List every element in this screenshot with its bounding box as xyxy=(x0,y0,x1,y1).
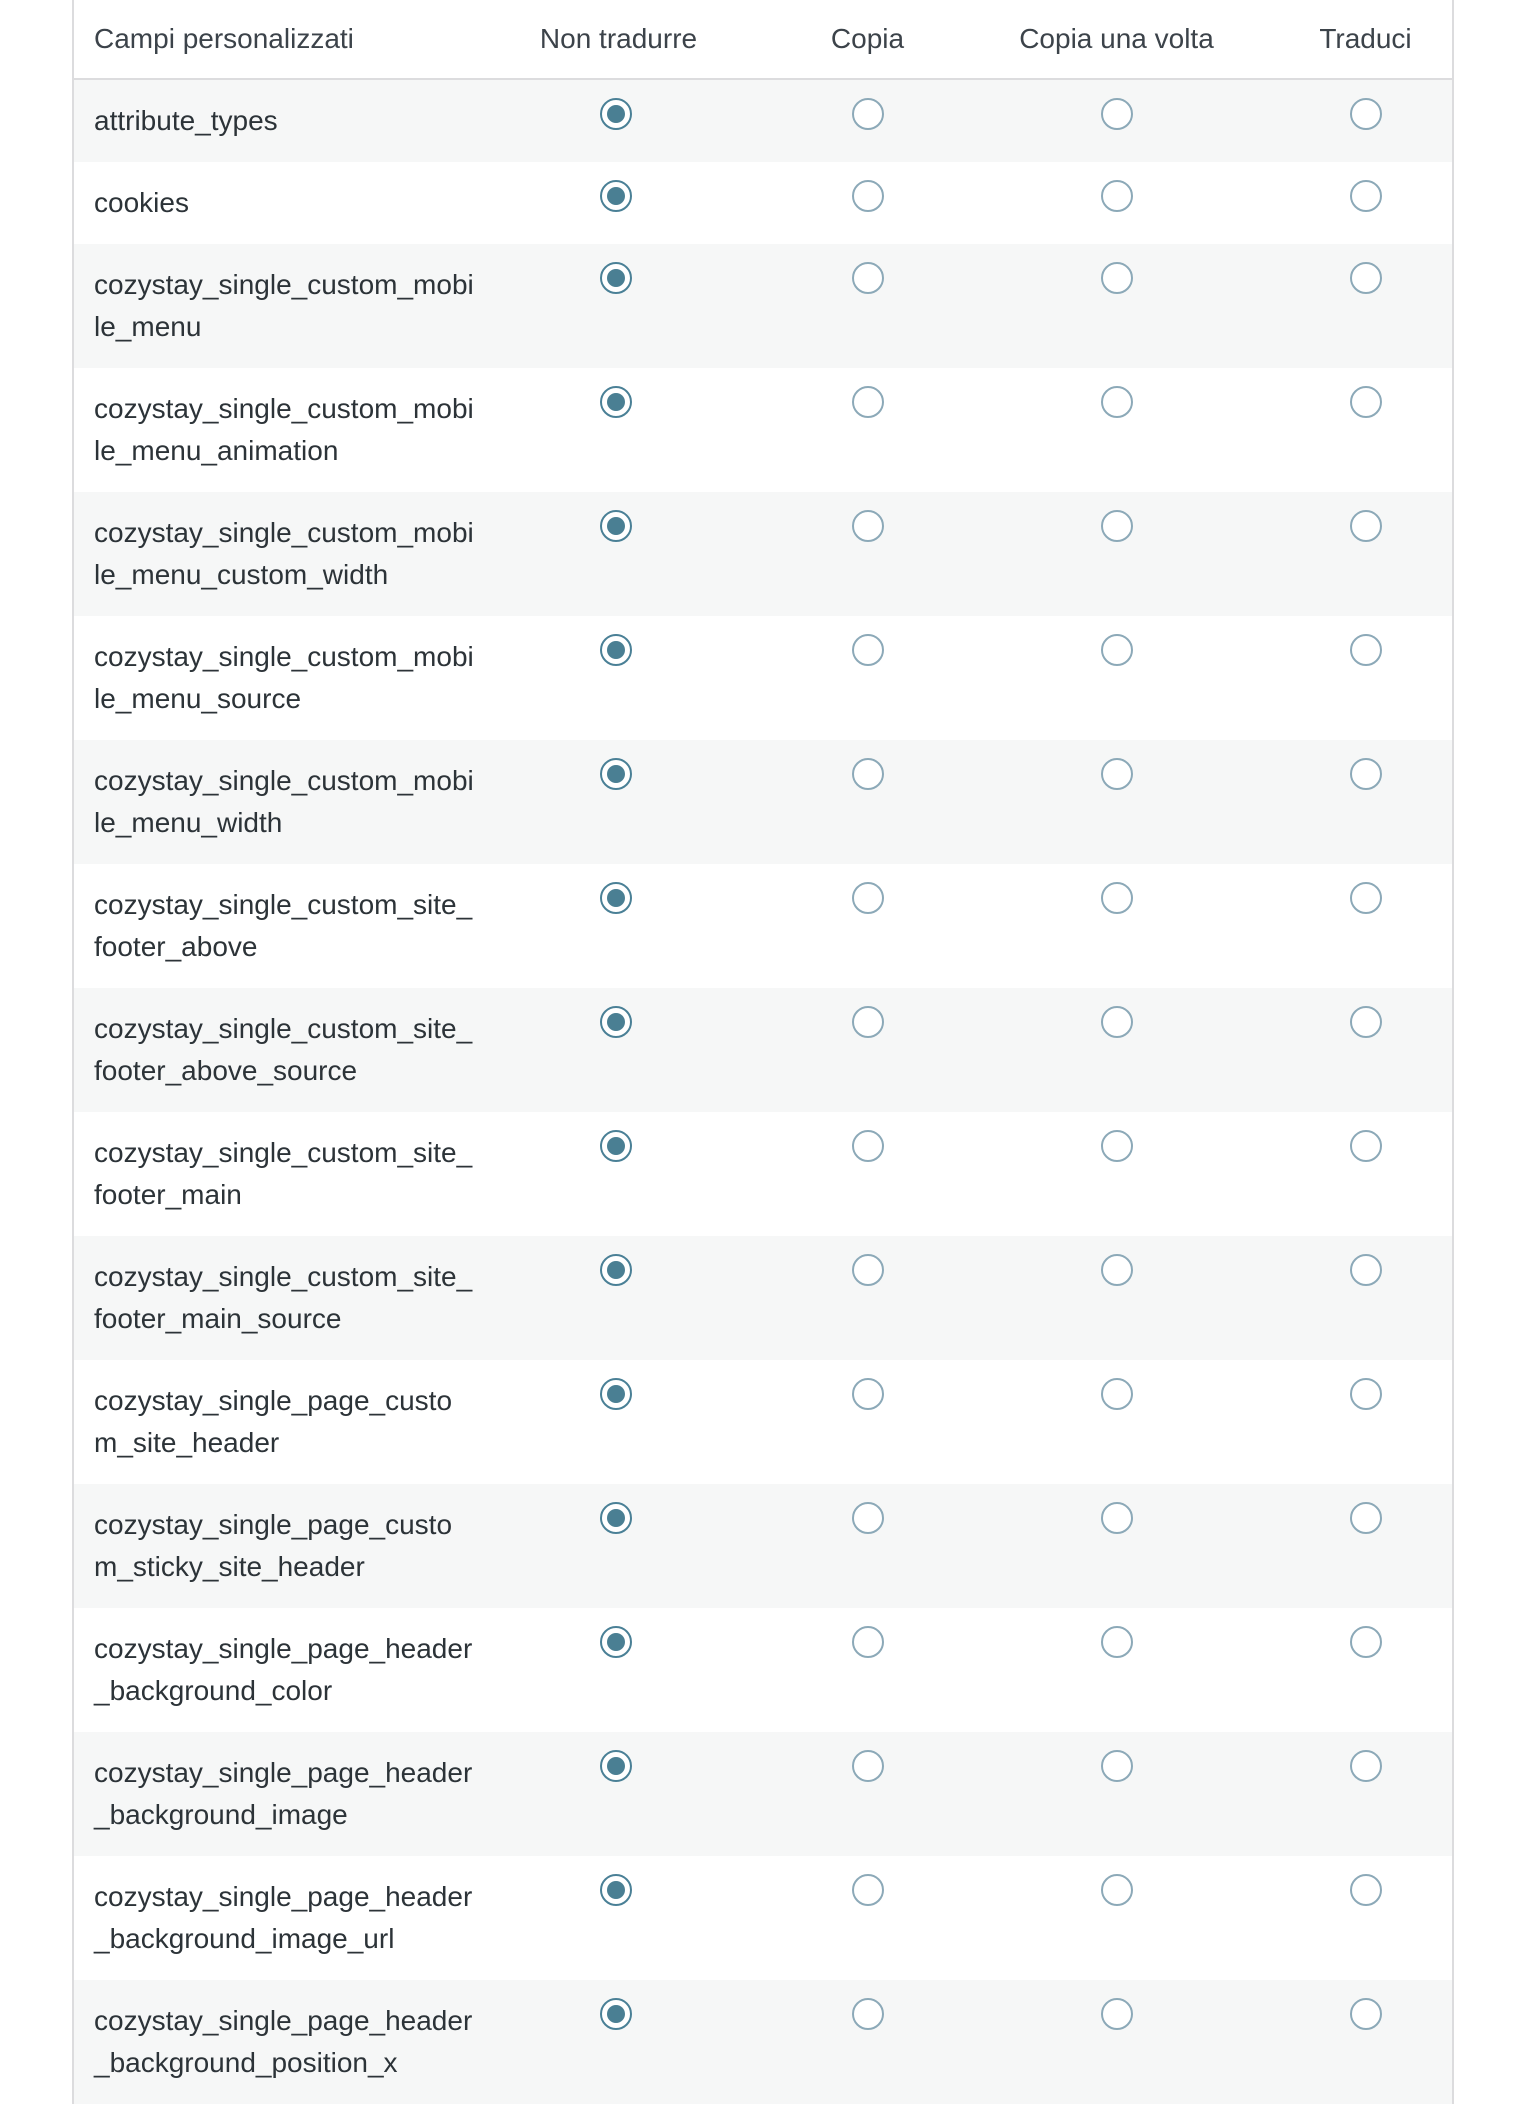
option-cell-do-not-translate xyxy=(494,162,743,244)
option-cell-do-not-translate xyxy=(494,1360,743,1484)
radio-copy[interactable] xyxy=(852,386,884,418)
table-row xyxy=(74,1236,1454,1360)
radio-translate[interactable] xyxy=(1350,510,1382,542)
radio-copy[interactable] xyxy=(852,510,884,542)
table-row xyxy=(74,740,1454,864)
option-cell-translate xyxy=(1241,79,1454,162)
option-cell-translate xyxy=(1241,1608,1454,1732)
custom-field-name: cozystay_single_custom_mobile_menu_custom_width xyxy=(74,492,494,616)
table-row xyxy=(74,1360,1454,1484)
option-cell-copy-once xyxy=(992,988,1241,1112)
radio-copy[interactable] xyxy=(852,1626,884,1658)
custom-field-name: cozystay_single_page_header_background_image xyxy=(74,1732,494,1856)
option-cell-copy xyxy=(743,1980,992,2104)
table-row xyxy=(74,244,1454,368)
radio-translate[interactable] xyxy=(1350,1006,1382,1038)
custom-field-name: cozystay_single_custom_mobile_menu_width xyxy=(74,740,494,864)
custom-field-name: cozystay_single_page_custom_site_header xyxy=(74,1360,494,1484)
option-cell-copy-once xyxy=(992,79,1241,162)
option-cell-copy xyxy=(743,1484,992,1608)
table-row xyxy=(74,1112,1454,1236)
radio-copy[interactable] xyxy=(852,1130,884,1162)
radio-do-not-translate[interactable] xyxy=(600,1378,632,1410)
option-cell-translate xyxy=(1241,1980,1454,2104)
table-row xyxy=(74,79,1454,162)
option-cell-do-not-translate xyxy=(494,988,743,1112)
radio-translate[interactable] xyxy=(1350,98,1382,130)
table-row xyxy=(74,1484,1454,1608)
option-cell-copy xyxy=(743,1608,992,1732)
option-cell-translate xyxy=(1241,1112,1454,1236)
radio-do-not-translate[interactable] xyxy=(600,262,632,294)
option-cell-translate xyxy=(1241,244,1454,368)
table-row xyxy=(74,368,1454,492)
option-cell-translate xyxy=(1241,1236,1454,1360)
radio-do-not-translate[interactable] xyxy=(600,180,632,212)
option-cell-copy xyxy=(743,368,992,492)
option-cell-copy xyxy=(743,492,992,616)
radio-do-not-translate[interactable] xyxy=(600,1998,632,2030)
radio-copy-once[interactable] xyxy=(1101,1378,1133,1410)
custom-field-name: cozystay_single_page_header_background_image_url xyxy=(74,1856,494,1980)
radio-copy[interactable] xyxy=(852,634,884,666)
radio-translate[interactable] xyxy=(1350,882,1382,914)
option-cell-translate xyxy=(1241,740,1454,864)
radio-copy-once[interactable] xyxy=(1101,262,1133,294)
custom-fields-table-wrapper xyxy=(72,0,1454,2104)
table-row xyxy=(74,616,1454,740)
radio-copy-once[interactable] xyxy=(1101,386,1133,418)
radio-copy-once[interactable] xyxy=(1101,634,1133,666)
custom-field-name: cozystay_single_custom_mobile_menu_animation xyxy=(74,368,494,492)
table-row xyxy=(74,1980,1454,2104)
custom-fields-table xyxy=(74,0,1454,2104)
radio-translate[interactable] xyxy=(1350,1378,1382,1410)
radio-copy[interactable] xyxy=(852,1006,884,1038)
option-cell-translate xyxy=(1241,1732,1454,1856)
option-cell-copy-once xyxy=(992,1980,1241,2104)
radio-copy[interactable] xyxy=(852,1502,884,1534)
option-cell-copy-once xyxy=(992,1732,1241,1856)
radio-translate[interactable] xyxy=(1350,1254,1382,1286)
option-cell-copy-once xyxy=(992,740,1241,864)
radio-copy-once[interactable] xyxy=(1101,1006,1133,1038)
column-header-translate: Traduci xyxy=(1241,0,1454,79)
table-row xyxy=(74,1856,1454,1980)
option-cell-copy xyxy=(743,988,992,1112)
radio-translate[interactable] xyxy=(1350,634,1382,666)
option-cell-copy xyxy=(743,740,992,864)
radio-copy[interactable] xyxy=(852,98,884,130)
radio-do-not-translate[interactable] xyxy=(600,510,632,542)
column-header-copy-once: Copia una volta xyxy=(992,0,1241,79)
option-cell-do-not-translate xyxy=(494,1236,743,1360)
radio-copy[interactable] xyxy=(852,262,884,294)
custom-fields-rows xyxy=(74,79,1454,2104)
option-cell-copy xyxy=(743,1236,992,1360)
radio-copy-once[interactable] xyxy=(1101,1626,1133,1658)
option-cell-copy-once xyxy=(992,492,1241,616)
custom-field-name: cozystay_single_page_custom_sticky_site_header xyxy=(74,1484,494,1608)
radio-copy-once[interactable] xyxy=(1101,1502,1133,1534)
option-cell-copy-once xyxy=(992,244,1241,368)
option-cell-do-not-translate xyxy=(494,616,743,740)
radio-copy-once[interactable] xyxy=(1101,180,1133,212)
option-cell-copy-once xyxy=(992,864,1241,988)
option-cell-do-not-translate xyxy=(494,1980,743,2104)
option-cell-translate xyxy=(1241,1360,1454,1484)
radio-do-not-translate[interactable] xyxy=(600,1874,632,1906)
radio-do-not-translate[interactable] xyxy=(600,758,632,790)
column-header-copy: Copia xyxy=(743,0,992,79)
radio-copy-once[interactable] xyxy=(1101,1874,1133,1906)
radio-translate[interactable] xyxy=(1350,1502,1382,1534)
custom-field-name: cozystay_single_custom_site_footer_main_source xyxy=(74,1236,494,1360)
radio-do-not-translate[interactable] xyxy=(600,1750,632,1782)
custom-field-name: cozystay_single_custom_site_footer_above_source xyxy=(74,988,494,1112)
option-cell-copy-once xyxy=(992,368,1241,492)
radio-copy-once[interactable] xyxy=(1101,510,1133,542)
radio-copy[interactable] xyxy=(852,1750,884,1782)
radio-translate[interactable] xyxy=(1350,758,1382,790)
table-row xyxy=(74,864,1454,988)
option-cell-do-not-translate xyxy=(494,1484,743,1608)
custom-field-name: cookies xyxy=(74,162,494,244)
radio-translate[interactable] xyxy=(1350,386,1382,418)
option-cell-copy-once xyxy=(992,1112,1241,1236)
option-cell-do-not-translate xyxy=(494,79,743,162)
option-cell-copy-once xyxy=(992,616,1241,740)
radio-copy-once[interactable] xyxy=(1101,1750,1133,1782)
radio-translate[interactable] xyxy=(1350,1998,1382,2030)
option-cell-translate xyxy=(1241,616,1454,740)
radio-copy-once[interactable] xyxy=(1101,1130,1133,1162)
option-cell-copy-once xyxy=(992,162,1241,244)
radio-translate[interactable] xyxy=(1350,180,1382,212)
radio-copy[interactable] xyxy=(852,1254,884,1286)
option-cell-copy-once xyxy=(992,1608,1241,1732)
option-cell-copy xyxy=(743,244,992,368)
option-cell-translate xyxy=(1241,162,1454,244)
option-cell-copy xyxy=(743,1856,992,1980)
radio-copy[interactable] xyxy=(852,1998,884,2030)
radio-copy-once[interactable] xyxy=(1101,1254,1133,1286)
radio-copy-once[interactable] xyxy=(1101,98,1133,130)
option-cell-translate xyxy=(1241,864,1454,988)
radio-copy-once[interactable] xyxy=(1101,882,1133,914)
option-cell-translate xyxy=(1241,1484,1454,1608)
radio-do-not-translate[interactable] xyxy=(600,882,632,914)
option-cell-copy xyxy=(743,864,992,988)
table-row xyxy=(74,492,1454,616)
column-header-do-not-translate: Non tradurre xyxy=(494,0,743,79)
option-cell-do-not-translate xyxy=(494,368,743,492)
option-cell-translate xyxy=(1241,1856,1454,1980)
radio-copy[interactable] xyxy=(852,882,884,914)
table-row xyxy=(74,162,1454,244)
radio-translate[interactable] xyxy=(1350,1874,1382,1906)
option-cell-do-not-translate xyxy=(494,244,743,368)
custom-field-name: cozystay_single_custom_site_footer_above xyxy=(74,864,494,988)
radio-copy[interactable] xyxy=(852,180,884,212)
radio-translate[interactable] xyxy=(1350,1130,1382,1162)
option-cell-copy xyxy=(743,79,992,162)
option-cell-do-not-translate xyxy=(494,864,743,988)
option-cell-copy xyxy=(743,1732,992,1856)
radio-translate[interactable] xyxy=(1350,262,1382,294)
option-cell-copy xyxy=(743,616,992,740)
radio-translate[interactable] xyxy=(1350,1750,1382,1782)
table-row xyxy=(74,1732,1454,1856)
radio-do-not-translate[interactable] xyxy=(600,98,632,130)
option-cell-translate xyxy=(1241,368,1454,492)
option-cell-translate xyxy=(1241,492,1454,616)
custom-field-name: cozystay_single_custom_mobile_menu xyxy=(74,244,494,368)
custom-field-name: attribute_types xyxy=(74,79,494,162)
radio-do-not-translate[interactable] xyxy=(600,1502,632,1534)
radio-copy[interactable] xyxy=(852,1874,884,1906)
table-row xyxy=(74,988,1454,1112)
option-cell-copy-once xyxy=(992,1856,1241,1980)
radio-do-not-translate[interactable] xyxy=(600,1130,632,1162)
option-cell-copy-once xyxy=(992,1236,1241,1360)
option-cell-copy-once xyxy=(992,1484,1241,1608)
option-cell-translate xyxy=(1241,988,1454,1112)
radio-copy[interactable] xyxy=(852,1378,884,1410)
table-row xyxy=(74,1608,1454,1732)
option-cell-do-not-translate xyxy=(494,1732,743,1856)
radio-do-not-translate[interactable] xyxy=(600,1006,632,1038)
radio-copy-once[interactable] xyxy=(1101,758,1133,790)
option-cell-copy-once xyxy=(992,1360,1241,1484)
table-header-row xyxy=(74,0,1454,79)
radio-do-not-translate[interactable] xyxy=(600,1626,632,1658)
radio-do-not-translate[interactable] xyxy=(600,1254,632,1286)
option-cell-do-not-translate xyxy=(494,1856,743,1980)
custom-field-name: cozystay_single_custom_mobile_menu_source xyxy=(74,616,494,740)
option-cell-copy xyxy=(743,1360,992,1484)
radio-translate[interactable] xyxy=(1350,1626,1382,1658)
option-cell-do-not-translate xyxy=(494,1608,743,1732)
custom-field-name: cozystay_single_custom_site_footer_main xyxy=(74,1112,494,1236)
custom-field-name: cozystay_single_page_header_background_position_x xyxy=(74,1980,494,2104)
option-cell-copy xyxy=(743,162,992,244)
radio-do-not-translate[interactable] xyxy=(600,634,632,666)
column-header-custom-fields: Campi personalizzati xyxy=(74,0,494,79)
option-cell-copy xyxy=(743,1112,992,1236)
radio-copy[interactable] xyxy=(852,758,884,790)
option-cell-do-not-translate xyxy=(494,740,743,864)
option-cell-do-not-translate xyxy=(494,1112,743,1236)
option-cell-do-not-translate xyxy=(494,492,743,616)
radio-do-not-translate[interactable] xyxy=(600,386,632,418)
radio-copy-once[interactable] xyxy=(1101,1998,1133,2030)
custom-field-name: cozystay_single_page_header_background_color xyxy=(74,1608,494,1732)
